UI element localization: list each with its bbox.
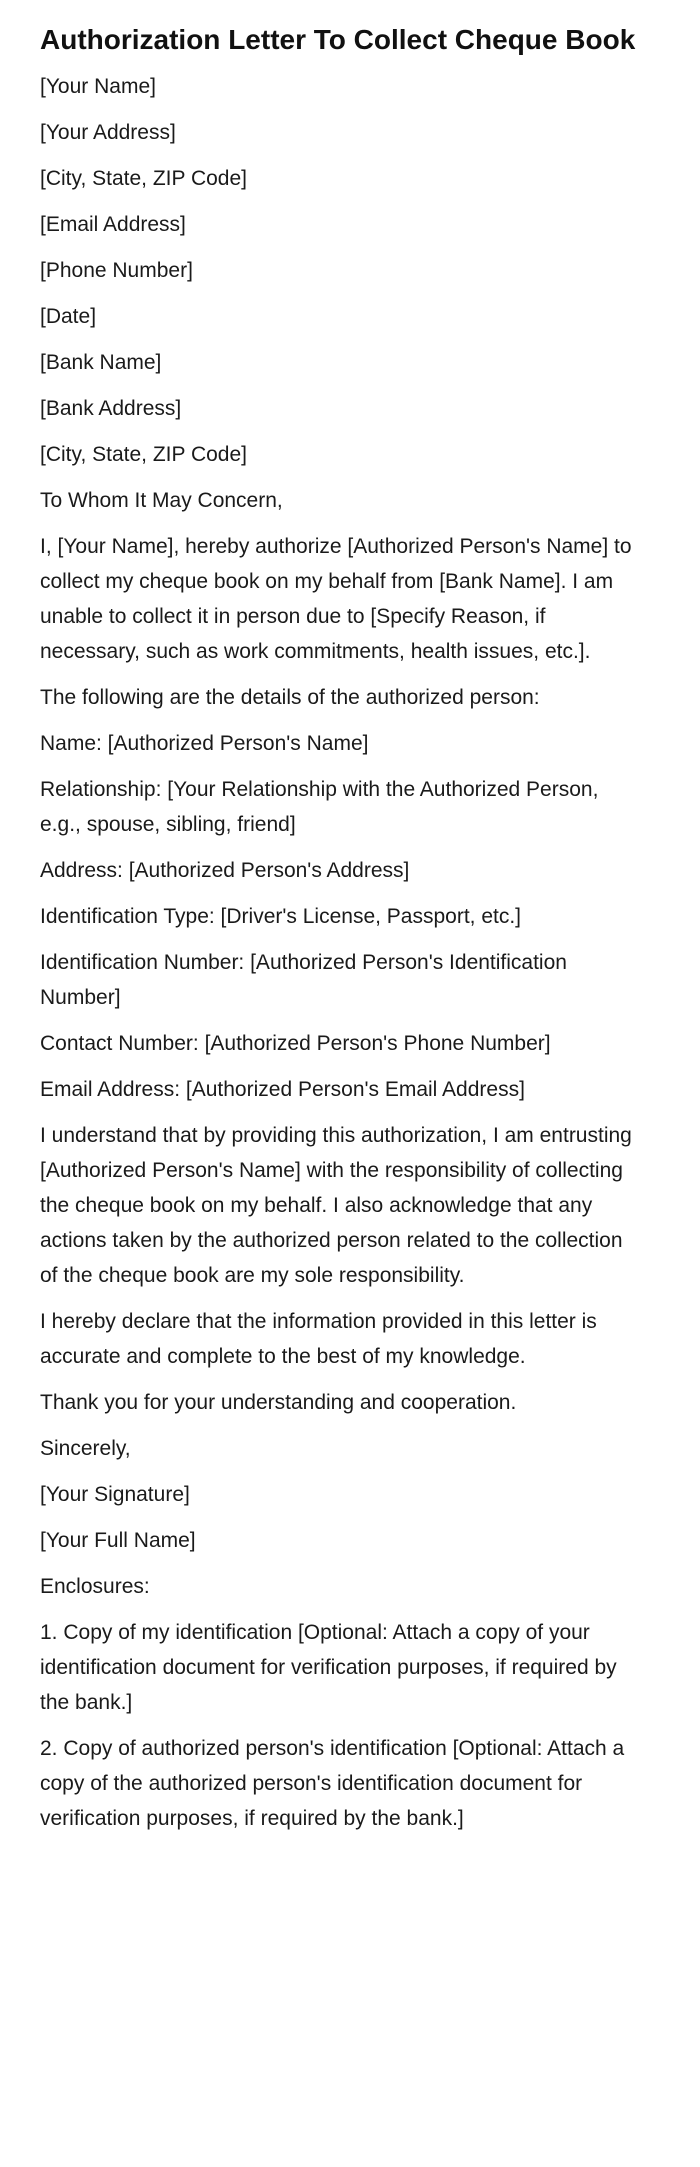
bank-city-state-zip: [City, State, ZIP Code] bbox=[40, 443, 247, 466]
letter-body bbox=[40, 69, 640, 1836]
bank-address: [Bank Address] bbox=[40, 397, 182, 420]
sender-phone: [Phone Number] bbox=[40, 259, 193, 282]
detail-relationship: Relationship: [Your Relationship with the Authorized Person, e.g., spouse, sibling, friend] bbox=[40, 778, 599, 836]
sender-name: [Your Name] bbox=[40, 75, 156, 98]
sender-city-state-zip: [City, State, ZIP Code] bbox=[40, 167, 247, 190]
detail-email: Email Address: [Authorized Person's Email Address] bbox=[40, 1078, 525, 1101]
page-title: Authorization Letter To Collect Cheque Book bbox=[40, 24, 636, 55]
detail-name: Name: [Authorized Person's Name] bbox=[40, 732, 369, 755]
thanks-paragraph: Thank you for your understanding and cooperation. bbox=[40, 1391, 517, 1414]
sender-address: [Your Address] bbox=[40, 121, 176, 144]
letter-document bbox=[40, 0, 640, 1836]
enclosure-item-1: 1. Copy of my identification [Optional: Attach a copy of your identification document for verification purposes, if required by the bank.] bbox=[40, 1621, 617, 1714]
detail-contact: Contact Number: [Authorized Person's Phone Number] bbox=[40, 1032, 551, 1055]
letter-date: [Date] bbox=[40, 305, 97, 328]
closing: Sincerely, bbox=[40, 1437, 131, 1460]
responsibility-paragraph: I understand that by providing this authorization, I am entrusting [Authorized Person's Name] with the responsibility of collecting the cheque book on my behalf. I also acknowledge that any actions taken by the authorized person related to the collection of the cheque book are my sole responsibility. bbox=[40, 1124, 632, 1287]
detail-address: Address: [Authorized Person's Address] bbox=[40, 859, 410, 882]
full-name-placeholder: [Your Full Name] bbox=[40, 1529, 196, 1552]
intro-paragraph: I, [Your Name], hereby authorize [Authorized Person's Name] to collect my cheque book on my behalf from [Bank Name]. I am unable to collect it in person due to [Specify Reason, if necessary, such as work commitments, health issues, etc.]. bbox=[40, 535, 632, 663]
signature-placeholder: [Your Signature] bbox=[40, 1483, 190, 1506]
detail-id-number: Identification Number: [Authorized Person's Identification Number] bbox=[40, 951, 567, 1009]
declaration-paragraph: I hereby declare that the information provided in this letter is accurate and complete to the best of my knowledge. bbox=[40, 1310, 597, 1368]
details-intro: The following are the details of the authorized person: bbox=[40, 686, 540, 709]
salutation: To Whom It May Concern, bbox=[40, 489, 283, 512]
bank-name: [Bank Name] bbox=[40, 351, 162, 374]
sender-email: [Email Address] bbox=[40, 213, 186, 236]
detail-id-type: Identification Type: [Driver's License, Passport, etc.] bbox=[40, 905, 522, 928]
enclosures-label: Enclosures: bbox=[40, 1575, 150, 1598]
enclosure-item-2: 2. Copy of authorized person's identification [Optional: Attach a copy of the authorized person's identification document for verification purposes, if required by the bank.] bbox=[40, 1737, 625, 1830]
